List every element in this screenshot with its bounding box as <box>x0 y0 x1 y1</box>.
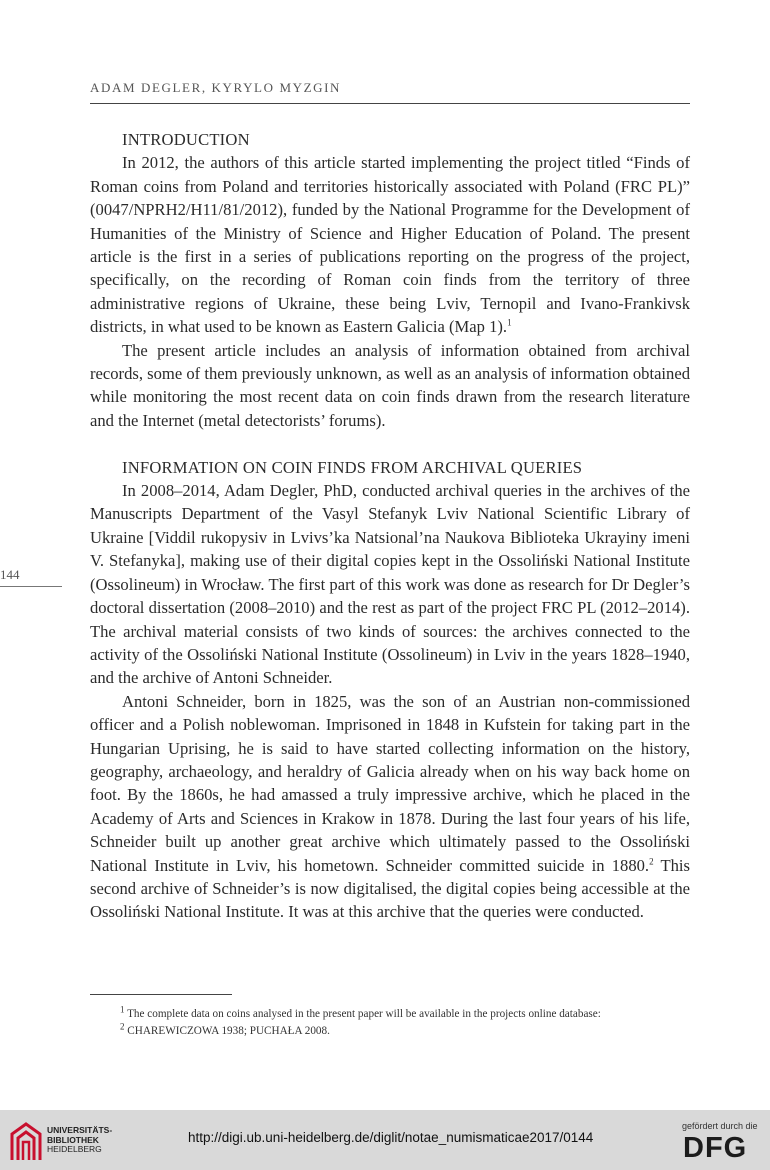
header-rule <box>90 103 690 104</box>
page-number-rule <box>0 586 62 587</box>
body-text <box>90 128 690 924</box>
library-name: UNIVERSITÄTS- BIBLIOTHEK HEIDELBERG <box>47 1125 113 1154</box>
permalink-url[interactable]: http://digi.ub.uni-heidelberg.de/diglit/notae_numismaticae2017/0144 <box>188 1130 594 1145</box>
paragraph: Antoni Schneider, born in 1825, was the son of an Austrian non-commissioned officer and a Polish noblewoman. Imprisoned in 1848 in Kufstein for taking part in the Hungarian Uprising, he is said to have started collecting information on the history, geography, archaeology, and heraldry of Galicia already when on his way back home on foot. By the 1860s, he had amassed a truly impressive archive, which he placed in the Academy of Arts and Sciences in Krakow in 1878. During the last four years of his life, Schneider built up another great archive which ultimately passed to the Ossoliński National Institute in Lviv, his hometown. Schneider committed suicide in 1880.$^2$ This second archive of Schneider’s is now digitalised, the digital copies being accessible at the Ossoliński National Institute. It was at this archive that the queries were conducted. <box>90 691 690 922</box>
page-number: 144 <box>0 567 20 582</box>
dfg-logo[interactable]: DFG <box>683 1132 748 1164</box>
paragraph: In 2008–2014, Adam Degler, PhD, conducted archival queries in the archives of the Manuscripts Department of the Vasyl Stefanyk Lviv National Scientific Library of Ukraine [Viddil rukopysiv in Lvivs’ka Natsional’na Naukova Biblioteka Ukrayiny imeni V. Stefanyka], making use of their digital copies kept in the Ossoliński National Institute (Ossolineum) in Wrocław. The first part of this work was done as research for Dr Degler’s doctoral dissertation (2008–2010) and the rest as part of the project FRC PL (2012–2014). The archival material consists of two kinds of sources: the archives connected to the activity of the Ossoliński National Institute (Ossolineum) in Lviv in the years 1828–1940, and the archive of Antoni Schneider. <box>90 481 690 688</box>
footnote: $^2$ CHAREWICZOWA 1938; PUCHAŁA 2008. <box>120 1021 330 1037</box>
sponsor-caption: gefördert durch die <box>682 1121 758 1131</box>
footnote-rule <box>90 994 232 995</box>
paragraph: In 2012, the authors of this article started implementing the project titled “Finds of Roman coins from Poland and territories historically associated with Poland (FRC PL)” (0047/NPRH2/H11/81/2012), funded by the National Programme for the Development of Humanities of the Ministry of Science and Higher Education of Poland. The present article is the first in a series of publications reporting on the progress of the project, specifically, on the recording of Roman coin finds from the territory of three administrative regions of Ukraine, these being Lviv, Ternopil and Ivano-Frankivsk districts, in what used to be known as Eastern Galicia (Map 1).$^1$ <box>90 153 690 337</box>
viewer-footer <box>0 1110 770 1170</box>
section-heading-archival-queries: INFORMATION ON COIN FINDS FROM ARCHIVAL QUERIES <box>122 457 583 477</box>
paragraph: The present article includes an analysis of information obtained from archival records, some of them previously unknown, as well as an analysis of information obtained while monitoring the most recent data on coin finds drawn from the research literature and the Internet (metal detectorists’ forums). <box>90 340 690 430</box>
footnote-ref[interactable]: 2 <box>649 856 654 867</box>
footnotes <box>90 1006 690 1040</box>
footnote-ref[interactable]: 1 <box>507 317 512 328</box>
running-head: ADAM DEGLER, KYRYLO MYZGIN <box>90 80 342 95</box>
footnote: $^1$ The complete data on coins analysed in the present paper will be available in the projects online database: <box>120 1004 601 1020</box>
university-library-logo-icon[interactable] <box>8 1120 44 1164</box>
section-heading-introduction: INTRODUCTION <box>122 130 250 149</box>
